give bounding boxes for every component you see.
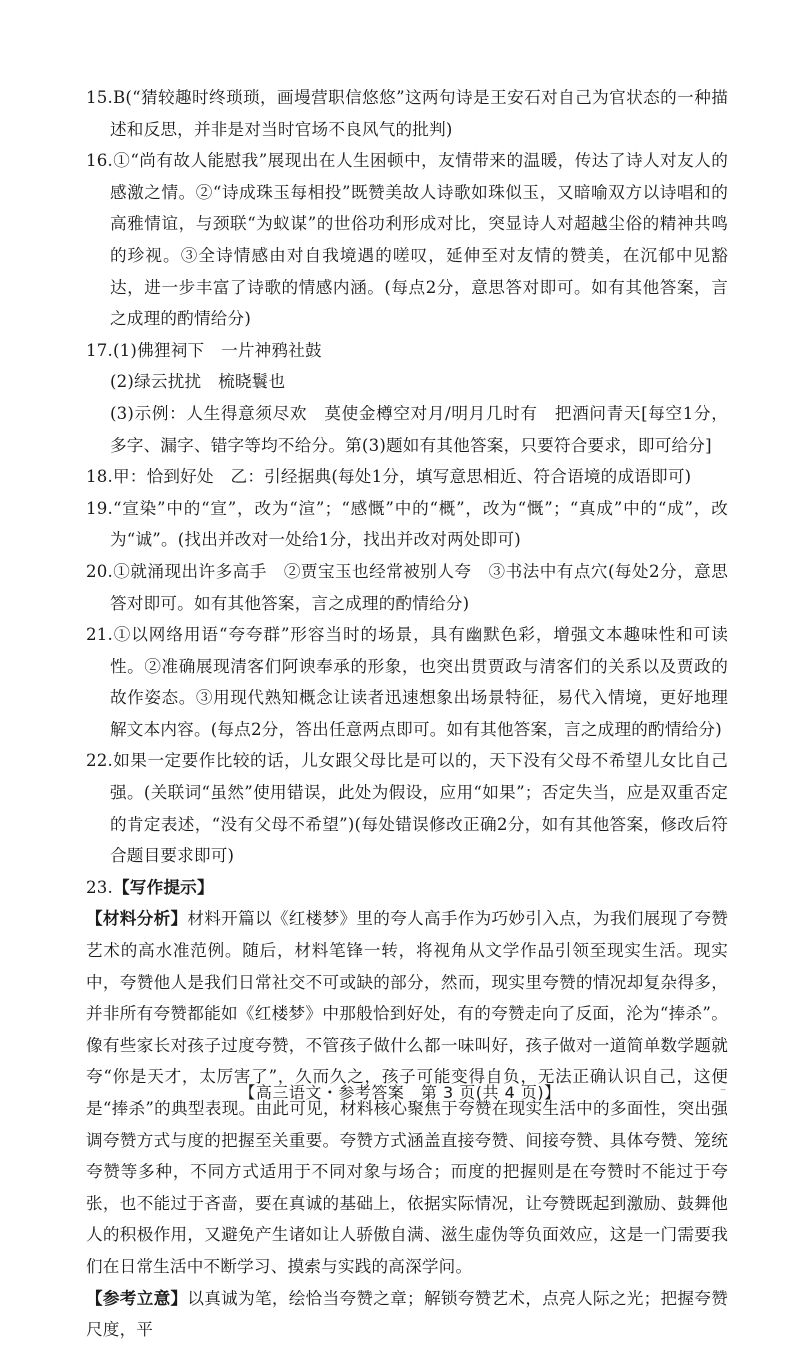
answer-18 — [86, 461, 728, 493]
corner-mark: ⁻ — [720, 1085, 727, 1099]
answer-line: (1)佛狸祠下 一片神鸦社鼓 — [113, 340, 322, 360]
reference-label: 【参考立意】 — [86, 1288, 188, 1308]
answer-21 — [86, 619, 728, 745]
analysis-text: 材料开篇以《红楼梦》里的夸人高手作为巧妙引入点，为我们展现了夸赞艺术的高水准范例。随后，材料笔锋一转，将视角从文学作品引领至现实生活。现实中，夸赞他人是我们日常社交不可或缺的部分，然而，现实里夸赞的情况却复杂得多，并非所有夸赞都能如《红楼梦》中那般恰到好处，有的夸赞走向了反面，沦为“捧杀”。像有些家长对孩子过度夸赞，不管孩子做什么都一味叫好，孩子做对一道简单数学题就夸“你是天才，太厉害了”，久而久之，孩子可能变得自负，无法正确认识自己，这便是“捧杀”的典型表现。由此可见，材料核心聚焦于夸赞在现实生活中的多面性，突出强调夸赞方式与度的把握至关重要。夸赞方式涵盖直接夸赞、间接夸赞、具体夸赞、笼统夸赞等多种，不同方式适用于不同对象与场合；而度的把握则是在夸赞时不能过于夸张，也不能过于吝啬，要在真诚的基础上，依据实际情况，让夸赞既起到激励、鼓舞他人的积极作用，又避免产生诸如让人骄傲自满、滋生虚伪等负面效应，这是一门需要我们在日常生活中不断学习、摸索与实践的高深学问。 — [86, 909, 728, 1276]
answer-number: 19. — [86, 498, 113, 518]
answer-15 — [86, 82, 728, 145]
answer-number: 16. — [86, 151, 113, 171]
answer-number: 20. — [86, 561, 113, 581]
answer-number: 15. — [86, 88, 113, 107]
answer-line: (3)示例：人生得意须尽欢 莫使金樽空对月/明月几时有 把酒问青天[每空1分，多字、漏字、错字等均不给分。第(3)题如有其他答案，只要符合要求，即可给分] — [110, 403, 728, 455]
answer-number: 18. — [86, 467, 113, 487]
answer-17-line-2 — [86, 366, 728, 398]
answer-number: 21. — [86, 625, 113, 645]
answer-number: 23. — [86, 877, 113, 897]
answer-text: B(“猜较趣时终琐琐，画墁营职信悠悠”这两句诗是王安石对自己为官状态的一种描述和反思，并非是对当时官场不良风气的批判) — [110, 88, 728, 139]
answer-17 — [86, 335, 728, 367]
answer-16 — [86, 145, 728, 335]
answer-23 — [86, 872, 728, 904]
answer-text: 如果一定要作比较的话，儿女跟父母比是可以的，天下没有父母不希望儿女比自己强。(关联词“虽然”使用错误，此处为假设，应用“如果”；否定失当，应是双重否定的肯定表述，“没有父母不希望”)(每处错误修改正确2分，如有其他答案，修改后符合题目要求即可) — [110, 751, 728, 866]
answer-text: “宣染”中的“宣”，改为“渲”；“感慨”中的“概”，改为“慨”；“真成”中的“成”，改为“诚”。(找出并改对一处给1分，找出并改对两处即可) — [110, 498, 728, 550]
answer-text: ①“尚有故人能慰我”展现出在人生困顿中，友情带来的温暖，传达了诗人对友人的感激之情。②“诗成珠玉每相投”既赞美故人诗歌如珠似玉，又暗喻双方以诗唱和的高雅情谊，与颈联“为蚁谋”的世俗功利形成对比，突显诗人对超越尘俗的精神共鸣的珍视。③全诗情感由对自我境遇的嗟叹，延伸至对友情的赞美，在沉郁中见豁达，进一步丰富了诗歌的情感内涵。(每点2分，意思答对即可。如有其他答案，言之成理的酌情给分) — [110, 151, 728, 329]
section-heading: 【写作提示】 — [113, 877, 214, 897]
analysis-label: 【材料分析】 — [86, 909, 188, 929]
answer-text: 甲：恰到好处 乙：引经据典(每处1分，填写意思相近、符合语境的成语即可) — [113, 467, 692, 487]
answer-22 — [86, 745, 728, 871]
answer-line: (2)绿云扰扰 梳晓鬟也 — [110, 372, 286, 392]
answer-19 — [86, 493, 728, 556]
reference-text: 以真诚为笔，绘恰当夸赞之章；解锁夸赞艺术，点亮人际之光；把握夸赞尺度，平 — [86, 1288, 728, 1340]
answer-20 — [86, 556, 728, 619]
reference-idea — [86, 1283, 728, 1346]
answer-text: ①就涌现出许多高手 ②贾宝玉也经常被别人夸 ③书法中有点穴(每处2分，意思答对即可。如有其他答案，言之成理的酌情给分) — [110, 561, 728, 613]
answer-number: 22. — [86, 751, 113, 771]
page-footer: 【高三语文・参考答案 第 3 页(共 4 页)】 — [239, 1083, 561, 1102]
answer-number: 17. — [86, 340, 113, 360]
answer-text: ①以网络用语“夸夸群”形容当时的场景，具有幽默色彩，增强文本趣味性和可读性。②准确展现清客们阿谀奉承的形象，也突出贯贾政与清客们的关系以及贾政的故作姿态。③用现代熟知概念让读者迅速想象出场景特征，易代入情境，更好地理解文本内容。(每点2分，答出任意两点即可。如有其他答案，言之成理的酌情给分) — [110, 625, 728, 739]
answer-sheet — [86, 82, 728, 1346]
answer-17-line-3 — [86, 398, 728, 461]
